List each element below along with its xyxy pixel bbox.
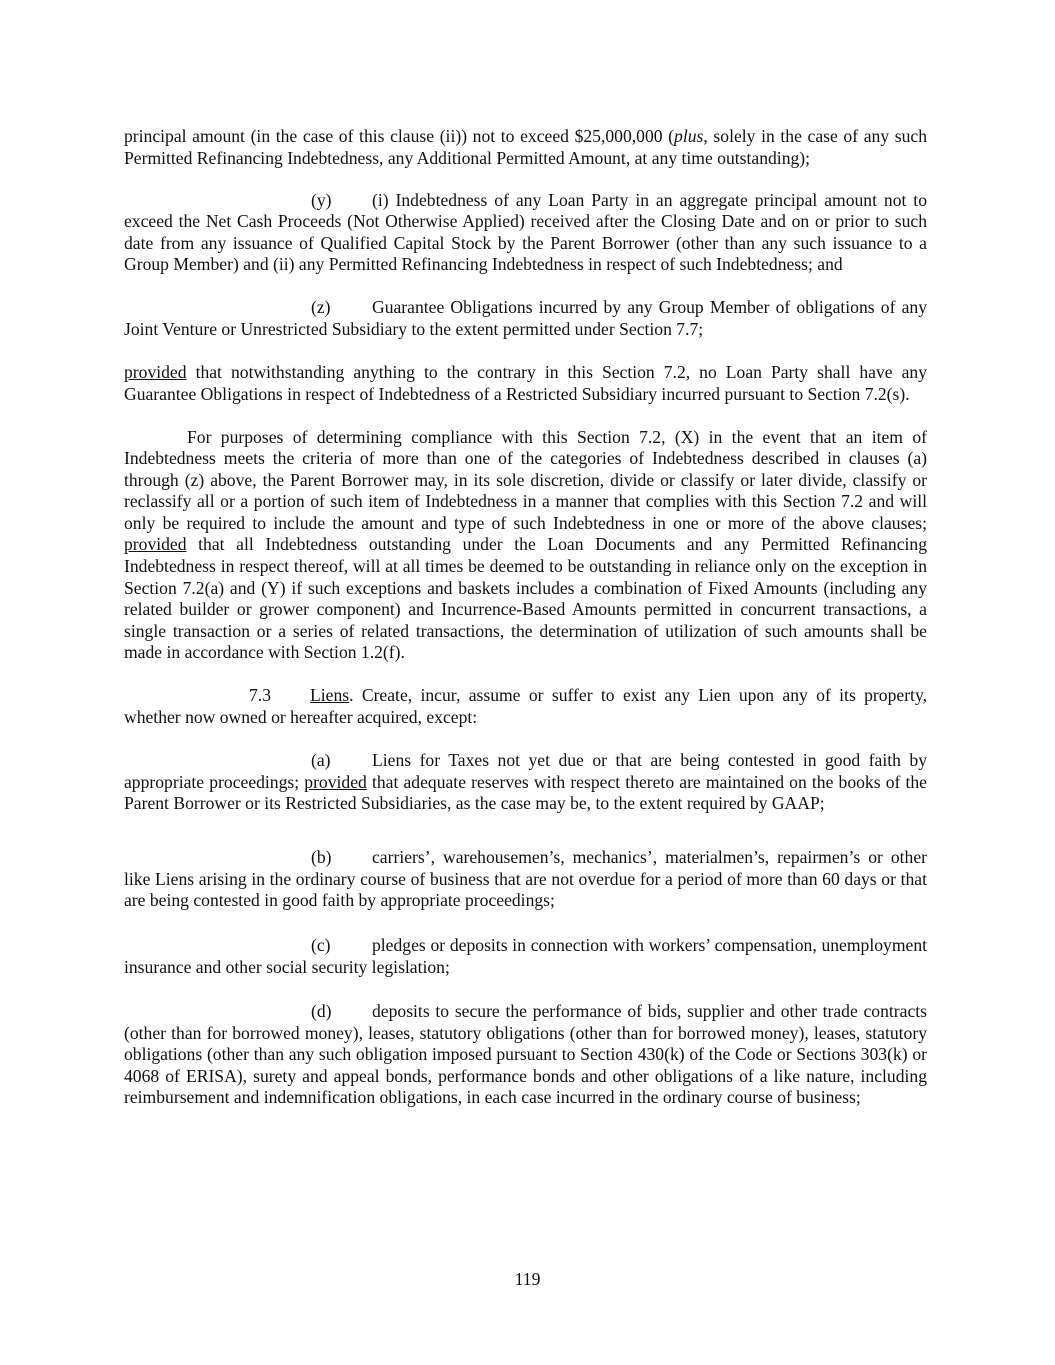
continuation-text-1: principal amount (in the case of this clause (ii)) not to exceed $25,000,000 ( [124, 126, 675, 146]
clause-d-number: (d) [311, 1000, 332, 1021]
clause-z-number: (z) [311, 297, 331, 318]
document-page [124, 126, 927, 1109]
continuation-paragraph [124, 126, 927, 169]
section-7-3 [124, 685, 927, 728]
compliance-text-2: that all Indebtedness outstanding under the Loan Documents and any Permitted Refinancing Indebtedness in respect thereof, will at all times be deemed to be outstanding in reliance only on the exception in Section 7.2(a) and (Y) if such exceptions and baskets includes a combination of Fixed Amounts (including any related builder or grower component) and Incurrence-Based Amounts permitted in concurrent transactions, a single transaction or a series of related transactions, the determination of utilization of such amounts shall be made in accordance with Section 1.2(f). [124, 534, 927, 663]
compliance-paragraph [124, 427, 927, 665]
compliance-text-1: For purposes of determining compliance with this Section 7.2, (X) in the event that an item of Indebtedness meets the criteria of more than one of the categories of Indebtedness described in clauses (a) through (z) above, the Parent Borrower may, in its sole discretion, divide or classify or later divide, classify or reclassify all or a portion of such item of Indebtedness in a manner that complies with this Section 7.2 and will only be required to include the amount and type of such Indebtedness in one or more of the above clauses; [124, 426, 927, 533]
compliance-keyword: provided [124, 534, 187, 555]
clause-a-keyword: provided [304, 771, 367, 792]
clause-b [124, 847, 927, 912]
proviso-paragraph [124, 362, 927, 405]
clause-c-text: pledges or deposits in connection with workers’ compensation, unemployment insurance and other social security legislation; [124, 935, 927, 977]
clause-a-number: (a) [311, 750, 331, 770]
clause-c-number: (c) [311, 935, 331, 956]
clause-z [124, 297, 927, 340]
clause-z-text: Guarantee Obligations incurred by any Group Member of obligations of any Joint Venture or Unrestricted Subsidiary to the extent permitted under Section 7.7; [124, 297, 927, 339]
clause-d [124, 1001, 927, 1109]
clause-a [124, 750, 927, 815]
clause-b-text: carriers’, warehousemen’s, mechanics’, materialmen’s, repairmen’s or other like Liens arising in the ordinary course of business that are not overdue for a period of more than 60 days or that are being contested in good faith by appropriate proceedings; [124, 847, 927, 911]
clause-y [124, 190, 927, 276]
clause-a-text-1: Liens for Taxes not yet due or that are being contested in good faith by appropriate proceedings; [124, 750, 927, 792]
continuation-italic: plus [674, 126, 704, 146]
proviso-keyword: provided [124, 361, 187, 382]
clause-y-text: (i) Indebtedness of any Loan Party in an aggregate principal amount not to exceed the Net Cash Proceeds (Not Otherwise Applied) received after the Closing Date and on or prior to such date from any issuance of Qualified Capital Stock by the Parent Borrower (other than any such issuance to a Group Member) and (ii) any Permitted Refinancing Indebtedness in respect of such Indebtedness; and [124, 189, 927, 275]
clause-b-number: (b) [311, 847, 332, 868]
section-7-3-text: . Create, incur, assume or suffer to exist any Lien upon any of its property, whether now owned or hereafter acquired, except: [124, 685, 927, 728]
clause-d-text: deposits to secure the performance of bids, supplier and other trade contracts (other than for borrowed money), leases, statutory obligations (other than for borrowed money), leases, statutory obligations (other than any such obligation imposed pursuant to Section 430(k) of the Code or Sections 303(k) or 4068 of ERISA), surety and appeal bonds, performance bonds and other obligations of a like nature, including reimbursement and indemnification obligations, in each case incurred in the ordinary course of business; [124, 1000, 927, 1108]
section-7-3-title: Liens [310, 685, 350, 706]
clause-y-number: (y) [311, 189, 332, 210]
page-number: 119 [514, 1269, 541, 1289]
clause-c [124, 935, 927, 978]
proviso-text: that notwithstanding anything to the contrary in this Section 7.2, no Loan Party shall have any Guarantee Obligations in respect of Indebtedness of a Restricted Subsidiary incurred pursuant to Section 7.2(s). [124, 361, 927, 404]
continuation-text-2: , solely in the case of any such Permitted Refinancing Indebtedness, any Additional Permitted Amount, at any time outstanding); [124, 126, 927, 168]
clause-a-text-2: that adequate reserves with respect thereto are maintained on the books of the Parent Borrower or its Restricted Subsidiaries, as the case may be, to the extent required by GAAP; [124, 771, 927, 814]
section-7-3-number: 7.3 [249, 685, 271, 706]
